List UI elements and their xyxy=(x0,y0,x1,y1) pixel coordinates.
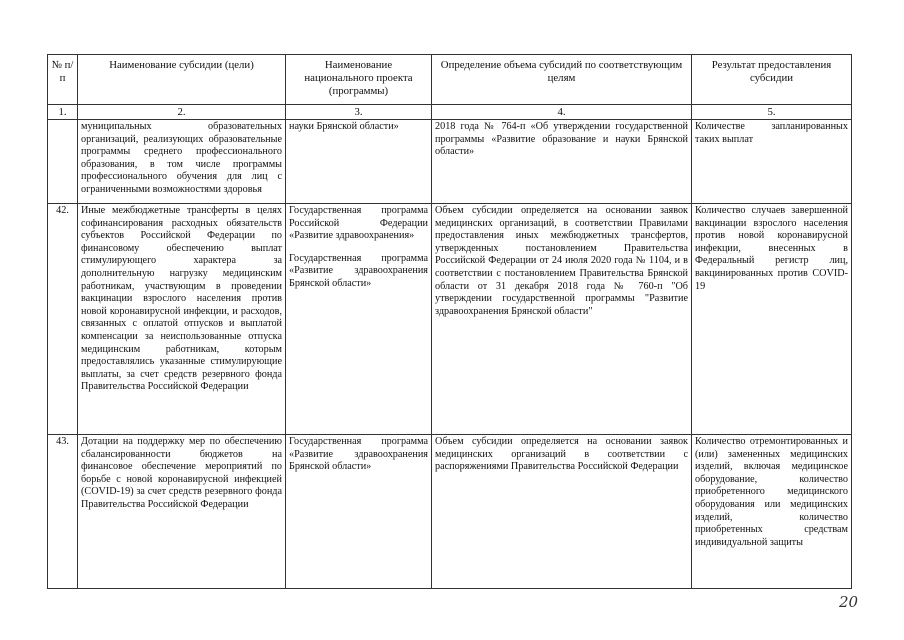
project-cell xyxy=(286,120,432,204)
project-text: Государственная программа «Развитие здравоохранения Брянской области» xyxy=(289,252,428,289)
header-result: Результат предоставления субсидии xyxy=(692,55,852,105)
result-cell: Количество отремонтированных и (или) замененных медицинских изделий, включая медицинское оборудование, количество приобретенного медицинского оборудования или медицинских изделий, количество приобретенных средствам индивидуальной защиты xyxy=(692,435,852,589)
table-row xyxy=(48,204,852,435)
result-cell: Количестве запланированных таких выплат xyxy=(692,120,852,204)
table-row xyxy=(48,120,852,204)
header-number: № п/п xyxy=(48,55,78,105)
column-number: 3. xyxy=(286,105,432,120)
spacer xyxy=(289,243,428,253)
table-header-row xyxy=(48,55,852,105)
project-text: Государственная программа «Развитие здравоохранения Брянской области» xyxy=(289,436,428,473)
header-subsidy-name: Наименование субсидии (цели) xyxy=(78,55,286,105)
header-project-name: Наименование национального проекта (программы) xyxy=(286,55,432,105)
volume-cell: 2018 года № 764-п «Об утверждении государственной программы «Развитие образование и науки Брянской области» xyxy=(432,120,692,204)
subsidy-name-cell: Иные межбюджетные трансферты в целях софинансирования расходных обязательств субъектов Российской Федерации по финансовому обеспечению выплат стимулирующего характера за дополнительную нагрузку медицинским работникам, участвующим в проведении вакцинации взрослого населения против новой коронавирусной инфекции, и расходов, связанных с оплатой отпусков и выплатой компенсации за неиспользованные отпуска медицинским работникам, которым предоставлялись указанные стимулирующие выплаты, за счет средств резервного фонда Правительства Российской Федерации xyxy=(78,204,286,435)
page-number: 20 xyxy=(839,593,859,611)
column-number-row xyxy=(48,105,852,120)
project-text: науки Брянской области» xyxy=(289,121,399,132)
project-cell xyxy=(286,435,432,589)
row-number xyxy=(48,120,78,204)
row-number: 42. xyxy=(48,204,78,435)
project-text: Государственная программа Российской Федерации «Развитие здравоохранения» xyxy=(289,205,428,242)
row-number: 43. xyxy=(48,435,78,589)
table-row xyxy=(48,435,852,589)
column-number: 5. xyxy=(692,105,852,120)
project-cell xyxy=(286,204,432,435)
subsidy-table xyxy=(47,54,852,589)
result-cell: Количество случаев завершенной вакцинации взрослого населения против новой коронавирусной инфекции, внесенных в Федеральный регистр лиц, вакцинированных против COVID-19 xyxy=(692,204,852,435)
header-volume-definition: Определение объема субсидий по соответствующим целям xyxy=(432,55,692,105)
column-number: 1. xyxy=(48,105,78,120)
subsidy-name-cell: Дотации на поддержку мер по обеспечению сбалансированности бюджетов на финансовое обеспечение мероприятий по борьбе с новой коронавирусной инфекцией (COVID-19) за счет средств резервного фонда Правительства Российской Федерации xyxy=(78,435,286,589)
subsidy-name-cell: муниципальных образовательных организаций, реализующих образовательные программы среднего профессионального образования, в том числе программы профессионального обучения для лиц с ограниченными возможностями здоровья xyxy=(78,120,286,204)
column-number: 2. xyxy=(78,105,286,120)
volume-cell: Объем субсидии определяется на основании заявок медицинских организаций в соответствии с распоряжениями Правительства Российской Федерации xyxy=(432,435,692,589)
volume-cell: Объем субсидии определяется на основании заявок медицинских организаций, в соответствии Правилами предоставления иных межбюджетных трансфертов, утвержденных постановлением Правительства Российской Федерации от 24 июля 2020 года № 1104, и в соответствии с постановлением Правительства Брянской области от 31 декабря 2018 года № 760-п "Об утверждении государственной программы "Развитие здравоохранения Брянской области" xyxy=(432,204,692,435)
column-number: 4. xyxy=(432,105,692,120)
